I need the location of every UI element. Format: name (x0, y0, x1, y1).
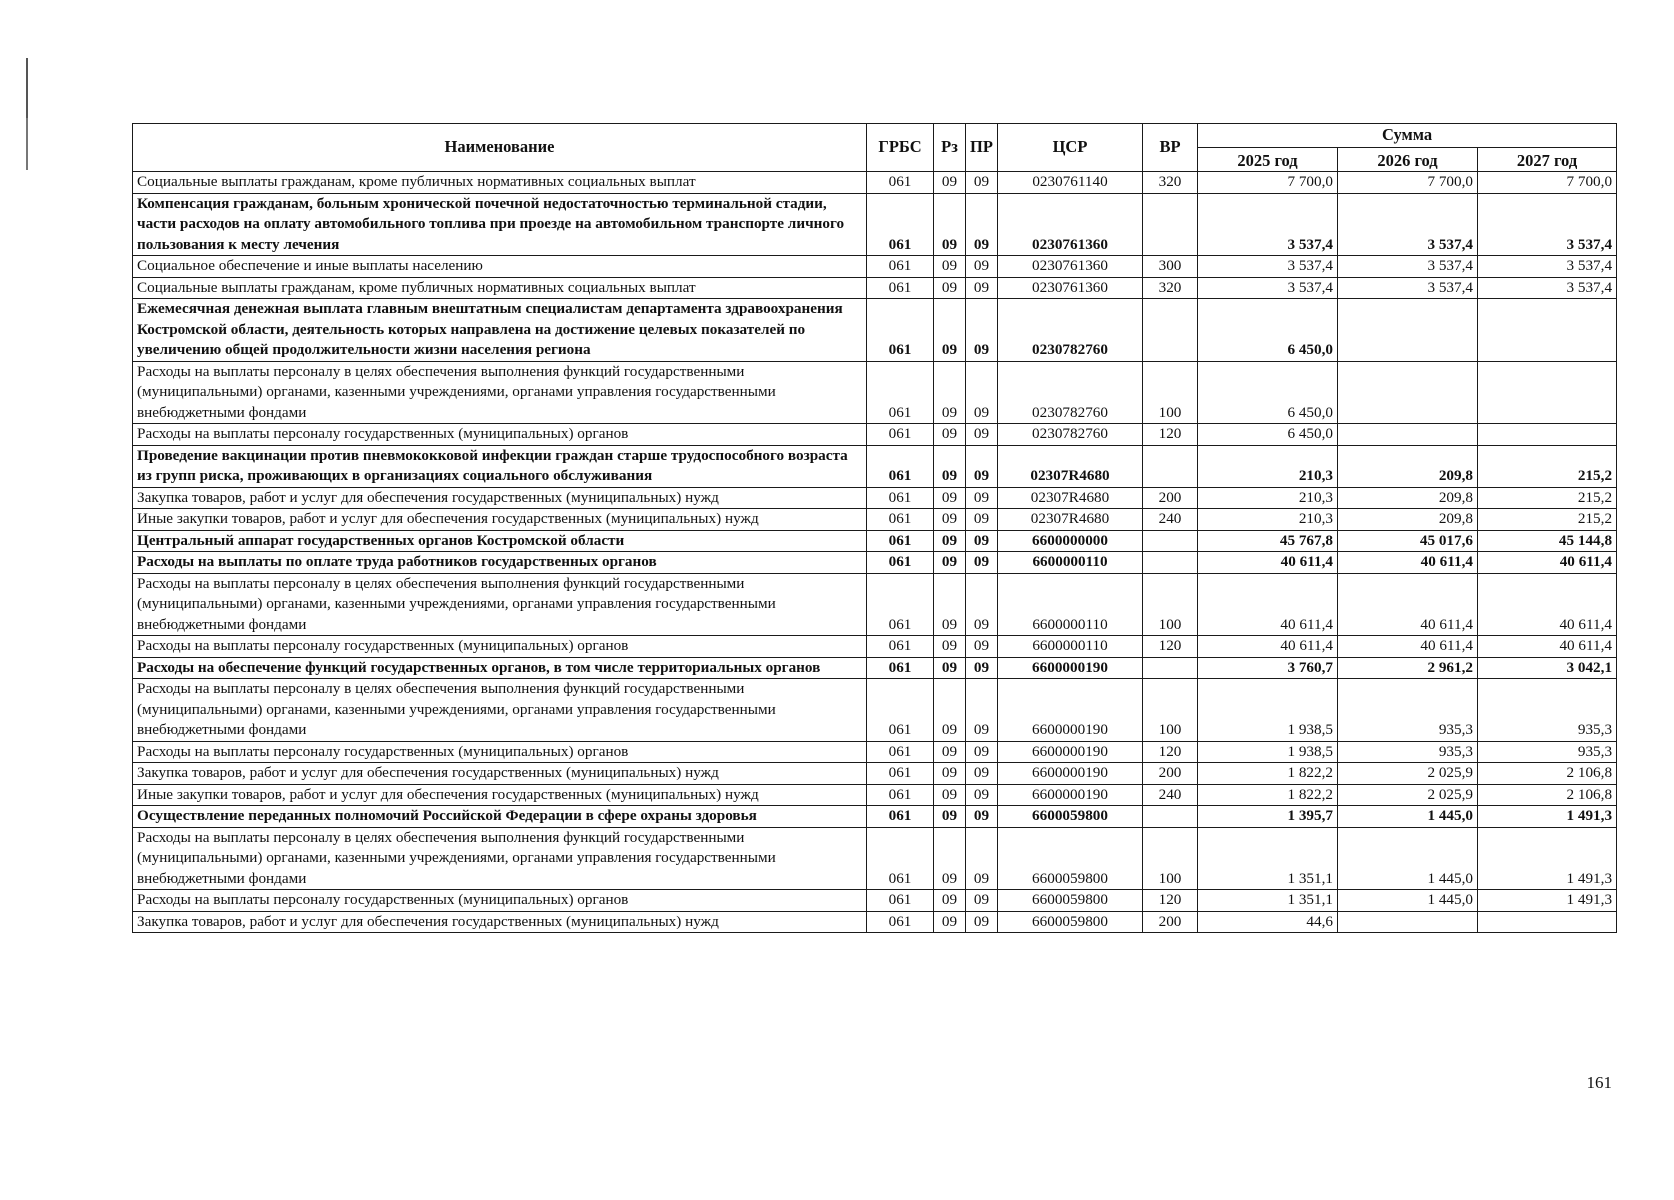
cell-csr: 6600000190 (998, 784, 1143, 806)
cell-grbs: 061 (867, 806, 934, 828)
cell-y2027: 3 042,1 (1478, 657, 1617, 679)
cell-csr: 6600000000 (998, 530, 1143, 552)
cell-y2025: 1 938,5 (1198, 679, 1338, 742)
cell-name: Закупка товаров, работ и услуг для обеспечения государственных (муниципальных) нужд (133, 911, 867, 933)
cell-y2025: 3 760,7 (1198, 657, 1338, 679)
cell-vr (1143, 806, 1198, 828)
cell-y2026: 1 445,0 (1338, 806, 1478, 828)
header-year-2027: 2027 год (1478, 148, 1617, 172)
cell-rz: 09 (934, 193, 966, 256)
cell-vr: 200 (1143, 763, 1198, 785)
cell-y2026: 2 025,9 (1338, 784, 1478, 806)
cell-y2025: 3 537,4 (1198, 277, 1338, 299)
cell-csr: 0230761140 (998, 172, 1143, 194)
cell-pr: 09 (966, 172, 998, 194)
cell-y2026: 3 537,4 (1338, 193, 1478, 256)
cell-csr: 6600000190 (998, 741, 1143, 763)
cell-y2027: 3 537,4 (1478, 277, 1617, 299)
cell-y2027: 40 611,4 (1478, 573, 1617, 636)
cell-grbs: 061 (867, 763, 934, 785)
cell-csr: 6600059800 (998, 890, 1143, 912)
cell-rz: 09 (934, 530, 966, 552)
cell-y2027: 40 611,4 (1478, 636, 1617, 658)
cell-y2026: 2 025,9 (1338, 763, 1478, 785)
cell-rz: 09 (934, 911, 966, 933)
cell-vr: 100 (1143, 361, 1198, 424)
cell-y2025: 210,3 (1198, 445, 1338, 487)
cell-name: Расходы на выплаты персоналу государственных (муниципальных) органов (133, 741, 867, 763)
cell-pr: 09 (966, 361, 998, 424)
cell-y2026: 3 537,4 (1338, 256, 1478, 278)
cell-y2026 (1338, 911, 1478, 933)
cell-vr: 100 (1143, 573, 1198, 636)
cell-y2027: 7 700,0 (1478, 172, 1617, 194)
cell-name: Социальное обеспечение и иные выплаты населению (133, 256, 867, 278)
header-vr: ВР (1143, 124, 1198, 172)
cell-grbs: 061 (867, 679, 934, 742)
table-row (133, 172, 1617, 194)
cell-y2027 (1478, 424, 1617, 446)
cell-grbs: 061 (867, 827, 934, 890)
cell-grbs: 061 (867, 741, 934, 763)
cell-rz: 09 (934, 763, 966, 785)
cell-csr: 0230782760 (998, 361, 1143, 424)
cell-pr: 09 (966, 890, 998, 912)
table-row (133, 193, 1617, 256)
cell-vr: 100 (1143, 827, 1198, 890)
cell-vr: 300 (1143, 256, 1198, 278)
table-row (133, 424, 1617, 446)
header-sum: Сумма (1198, 124, 1617, 148)
cell-vr: 120 (1143, 424, 1198, 446)
table-row (133, 763, 1617, 785)
table-row (133, 256, 1617, 278)
cell-vr (1143, 657, 1198, 679)
cell-grbs: 061 (867, 911, 934, 933)
cell-pr: 09 (966, 573, 998, 636)
cell-vr: 320 (1143, 277, 1198, 299)
cell-y2026 (1338, 424, 1478, 446)
cell-rz: 09 (934, 636, 966, 658)
cell-y2027: 40 611,4 (1478, 552, 1617, 574)
cell-y2025: 6 450,0 (1198, 299, 1338, 362)
cell-csr: 6600000110 (998, 552, 1143, 574)
cell-vr (1143, 530, 1198, 552)
cell-y2027: 3 537,4 (1478, 193, 1617, 256)
cell-vr: 120 (1143, 890, 1198, 912)
cell-grbs: 061 (867, 445, 934, 487)
cell-csr: 6600000110 (998, 636, 1143, 658)
cell-y2025: 1 351,1 (1198, 827, 1338, 890)
cell-grbs: 061 (867, 636, 934, 658)
table-body (133, 172, 1617, 933)
cell-y2025: 44,6 (1198, 911, 1338, 933)
header-csr: ЦСР (998, 124, 1143, 172)
table-row (133, 911, 1617, 933)
cell-vr: 240 (1143, 509, 1198, 531)
cell-csr: 6600000190 (998, 763, 1143, 785)
cell-name: Расходы на выплаты персоналу государственных (муниципальных) органов (133, 424, 867, 446)
cell-rz: 09 (934, 679, 966, 742)
cell-csr: 6600000190 (998, 679, 1143, 742)
cell-y2027 (1478, 911, 1617, 933)
cell-pr: 09 (966, 741, 998, 763)
cell-grbs: 061 (867, 487, 934, 509)
cell-grbs: 061 (867, 657, 934, 679)
cell-vr: 120 (1143, 741, 1198, 763)
cell-name: Социальные выплаты гражданам, кроме публичных нормативных социальных выплат (133, 277, 867, 299)
table-row (133, 277, 1617, 299)
table-row (133, 361, 1617, 424)
table-row (133, 657, 1617, 679)
cell-y2026: 209,8 (1338, 445, 1478, 487)
cell-y2025: 6 450,0 (1198, 424, 1338, 446)
cell-vr: 240 (1143, 784, 1198, 806)
header-rz: Рз (934, 124, 966, 172)
table-row (133, 890, 1617, 912)
cell-y2027: 215,2 (1478, 509, 1617, 531)
cell-y2027 (1478, 299, 1617, 362)
cell-csr: 0230782760 (998, 299, 1143, 362)
cell-y2026: 209,8 (1338, 487, 1478, 509)
cell-rz: 09 (934, 741, 966, 763)
cell-vr (1143, 552, 1198, 574)
cell-csr: 6600000110 (998, 573, 1143, 636)
cell-name: Расходы на выплаты персоналу в целях обеспечения выполнения функций государственными (муниципальными) органами, казенными учреждениями, органами управления государственными внебюджетными фондами (133, 573, 867, 636)
cell-y2025: 1 351,1 (1198, 890, 1338, 912)
cell-pr: 09 (966, 827, 998, 890)
table-row (133, 679, 1617, 742)
cell-grbs: 061 (867, 552, 934, 574)
cell-rz: 09 (934, 573, 966, 636)
cell-name: Расходы на выплаты персоналу в целях обеспечения выполнения функций государственными (муниципальными) органами, казенными учреждениями, органами управления государственными внебюджетными фондами (133, 361, 867, 424)
cell-csr: 0230761360 (998, 277, 1143, 299)
cell-y2025: 7 700,0 (1198, 172, 1338, 194)
cell-csr: 6600059800 (998, 827, 1143, 890)
cell-csr: 0230761360 (998, 193, 1143, 256)
cell-grbs: 061 (867, 530, 934, 552)
cell-grbs: 061 (867, 172, 934, 194)
cell-csr: 6600059800 (998, 806, 1143, 828)
cell-pr: 09 (966, 193, 998, 256)
cell-y2026 (1338, 299, 1478, 362)
cell-y2025: 3 537,4 (1198, 193, 1338, 256)
cell-name: Центральный аппарат государственных органов Костромской области (133, 530, 867, 552)
cell-y2027: 215,2 (1478, 487, 1617, 509)
cell-name: Закупка товаров, работ и услуг для обеспечения государственных (муниципальных) нужд (133, 763, 867, 785)
cell-name: Закупка товаров, работ и услуг для обеспечения государственных (муниципальных) нужд (133, 487, 867, 509)
cell-rz: 09 (934, 277, 966, 299)
cell-y2027: 1 491,3 (1478, 827, 1617, 890)
cell-pr: 09 (966, 256, 998, 278)
header-pr: ПР (966, 124, 998, 172)
cell-rz: 09 (934, 890, 966, 912)
cell-rz: 09 (934, 487, 966, 509)
cell-y2025: 45 767,8 (1198, 530, 1338, 552)
cell-name: Иные закупки товаров, работ и услуг для обеспечения государственных (муниципальных) нужд (133, 784, 867, 806)
cell-name: Расходы на выплаты по оплате труда работников государственных органов (133, 552, 867, 574)
cell-name: Расходы на выплаты персоналу государственных (муниципальных) органов (133, 890, 867, 912)
header-year-2025: 2025 год (1198, 148, 1338, 172)
cell-name: Проведение вакцинации против пневмококковой инфекции граждан старше трудоспособного возраста из групп риска, проживающих в организациях социального обслуживания (133, 445, 867, 487)
cell-csr: 02307R4680 (998, 509, 1143, 531)
table-row (133, 806, 1617, 828)
cell-grbs: 061 (867, 256, 934, 278)
cell-rz: 09 (934, 806, 966, 828)
header-year-2026: 2026 год (1338, 148, 1478, 172)
budget-table (132, 123, 1617, 933)
header-grbs: ГРБС (867, 124, 934, 172)
cell-pr: 09 (966, 552, 998, 574)
cell-pr: 09 (966, 806, 998, 828)
table-row (133, 573, 1617, 636)
cell-y2027: 935,3 (1478, 741, 1617, 763)
cell-y2025: 1 395,7 (1198, 806, 1338, 828)
cell-grbs: 061 (867, 424, 934, 446)
cell-y2026: 1 445,0 (1338, 827, 1478, 890)
cell-pr: 09 (966, 530, 998, 552)
cell-rz: 09 (934, 299, 966, 362)
cell-y2026 (1338, 361, 1478, 424)
cell-pr: 09 (966, 679, 998, 742)
cell-name: Иные закупки товаров, работ и услуг для обеспечения государственных (муниципальных) нужд (133, 509, 867, 531)
cell-pr: 09 (966, 784, 998, 806)
cell-rz: 09 (934, 424, 966, 446)
cell-pr: 09 (966, 763, 998, 785)
table-row (133, 636, 1617, 658)
table-row (133, 299, 1617, 362)
cell-name: Компенсация гражданам, больным хронической почечной недостаточностью терминальной стадии, части расходов на оплату автомобильного топлива при проезде на автомобильном транспорте личного пользования к месту лечения (133, 193, 867, 256)
cell-rz: 09 (934, 784, 966, 806)
cell-y2026: 3 537,4 (1338, 277, 1478, 299)
table-row (133, 827, 1617, 890)
table-row (133, 552, 1617, 574)
cell-y2026: 935,3 (1338, 741, 1478, 763)
cell-name: Расходы на выплаты персоналу государственных (муниципальных) органов (133, 636, 867, 658)
cell-vr (1143, 299, 1198, 362)
cell-grbs: 061 (867, 509, 934, 531)
cell-y2025: 6 450,0 (1198, 361, 1338, 424)
cell-y2027: 1 491,3 (1478, 806, 1617, 828)
cell-grbs: 061 (867, 890, 934, 912)
table-row (133, 487, 1617, 509)
cell-y2025: 40 611,4 (1198, 552, 1338, 574)
cell-pr: 09 (966, 911, 998, 933)
cell-pr: 09 (966, 509, 998, 531)
cell-name: Ежемесячная денежная выплата главным внештатным специалистам департамента здравоохранения Костромской области, деятельность которых направлена на достижение целевых показателей по увеличению общей продолжительности жизни населения региона (133, 299, 867, 362)
cell-y2025: 1 938,5 (1198, 741, 1338, 763)
cell-name: Расходы на выплаты персоналу в целях обеспечения выполнения функций государственными (муниципальными) органами, казенными учреждениями, органами управления государственными внебюджетными фондами (133, 679, 867, 742)
cell-name: Расходы на выплаты персоналу в целях обеспечения выполнения функций государственными (муниципальными) органами, казенными учреждениями, органами управления государственными внебюджетными фондами (133, 827, 867, 890)
cell-csr: 02307R4680 (998, 487, 1143, 509)
cell-grbs: 061 (867, 573, 934, 636)
header-name: Наименование (133, 124, 867, 172)
cell-y2027: 3 537,4 (1478, 256, 1617, 278)
cell-y2026: 45 017,6 (1338, 530, 1478, 552)
cell-y2026: 209,8 (1338, 509, 1478, 531)
cell-pr: 09 (966, 445, 998, 487)
cell-y2027: 45 144,8 (1478, 530, 1617, 552)
cell-csr: 6600000190 (998, 657, 1143, 679)
cell-y2027: 215,2 (1478, 445, 1617, 487)
cell-pr: 09 (966, 487, 998, 509)
cell-y2026: 935,3 (1338, 679, 1478, 742)
cell-y2026: 40 611,4 (1338, 573, 1478, 636)
scan-edge-mark (26, 58, 28, 118)
cell-y2027: 2 106,8 (1478, 784, 1617, 806)
cell-y2025: 3 537,4 (1198, 256, 1338, 278)
cell-vr: 200 (1143, 911, 1198, 933)
cell-y2025: 40 611,4 (1198, 636, 1338, 658)
cell-rz: 09 (934, 445, 966, 487)
cell-name: Социальные выплаты гражданам, кроме публичных нормативных социальных выплат (133, 172, 867, 194)
cell-y2025: 210,3 (1198, 487, 1338, 509)
table-row (133, 741, 1617, 763)
cell-vr (1143, 445, 1198, 487)
cell-rz: 09 (934, 552, 966, 574)
cell-y2026: 40 611,4 (1338, 636, 1478, 658)
cell-pr: 09 (966, 636, 998, 658)
cell-rz: 09 (934, 509, 966, 531)
cell-csr: 0230761360 (998, 256, 1143, 278)
cell-vr: 120 (1143, 636, 1198, 658)
table-row (133, 784, 1617, 806)
table-row (133, 445, 1617, 487)
cell-y2026: 1 445,0 (1338, 890, 1478, 912)
cell-pr: 09 (966, 424, 998, 446)
cell-y2027: 935,3 (1478, 679, 1617, 742)
cell-y2026: 7 700,0 (1338, 172, 1478, 194)
cell-y2026: 40 611,4 (1338, 552, 1478, 574)
cell-rz: 09 (934, 361, 966, 424)
cell-y2027: 1 491,3 (1478, 890, 1617, 912)
table-row (133, 509, 1617, 531)
cell-y2027 (1478, 361, 1617, 424)
cell-y2025: 210,3 (1198, 509, 1338, 531)
cell-grbs: 061 (867, 277, 934, 299)
cell-vr: 200 (1143, 487, 1198, 509)
cell-y2027: 2 106,8 (1478, 763, 1617, 785)
cell-y2025: 40 611,4 (1198, 573, 1338, 636)
cell-grbs: 061 (867, 784, 934, 806)
cell-csr: 6600059800 (998, 911, 1143, 933)
cell-name: Осуществление переданных полномочий Российской Федерации в сфере охраны здоровья (133, 806, 867, 828)
cell-y2026: 2 961,2 (1338, 657, 1478, 679)
cell-pr: 09 (966, 299, 998, 362)
cell-vr (1143, 193, 1198, 256)
cell-vr: 100 (1143, 679, 1198, 742)
cell-grbs: 061 (867, 299, 934, 362)
cell-vr: 320 (1143, 172, 1198, 194)
cell-csr: 0230782760 (998, 424, 1143, 446)
page-number: 161 (1586, 1073, 1612, 1092)
cell-name: Расходы на обеспечение функций государственных органов, в том числе территориальных органов (133, 657, 867, 679)
cell-csr: 02307R4680 (998, 445, 1143, 487)
cell-pr: 09 (966, 657, 998, 679)
cell-grbs: 061 (867, 361, 934, 424)
cell-pr: 09 (966, 277, 998, 299)
cell-rz: 09 (934, 827, 966, 890)
cell-rz: 09 (934, 256, 966, 278)
cell-y2025: 1 822,2 (1198, 763, 1338, 785)
cell-y2025: 1 822,2 (1198, 784, 1338, 806)
cell-grbs: 061 (867, 193, 934, 256)
cell-rz: 09 (934, 657, 966, 679)
cell-rz: 09 (934, 172, 966, 194)
scan-edge-mark (26, 118, 28, 170)
table-row (133, 530, 1617, 552)
